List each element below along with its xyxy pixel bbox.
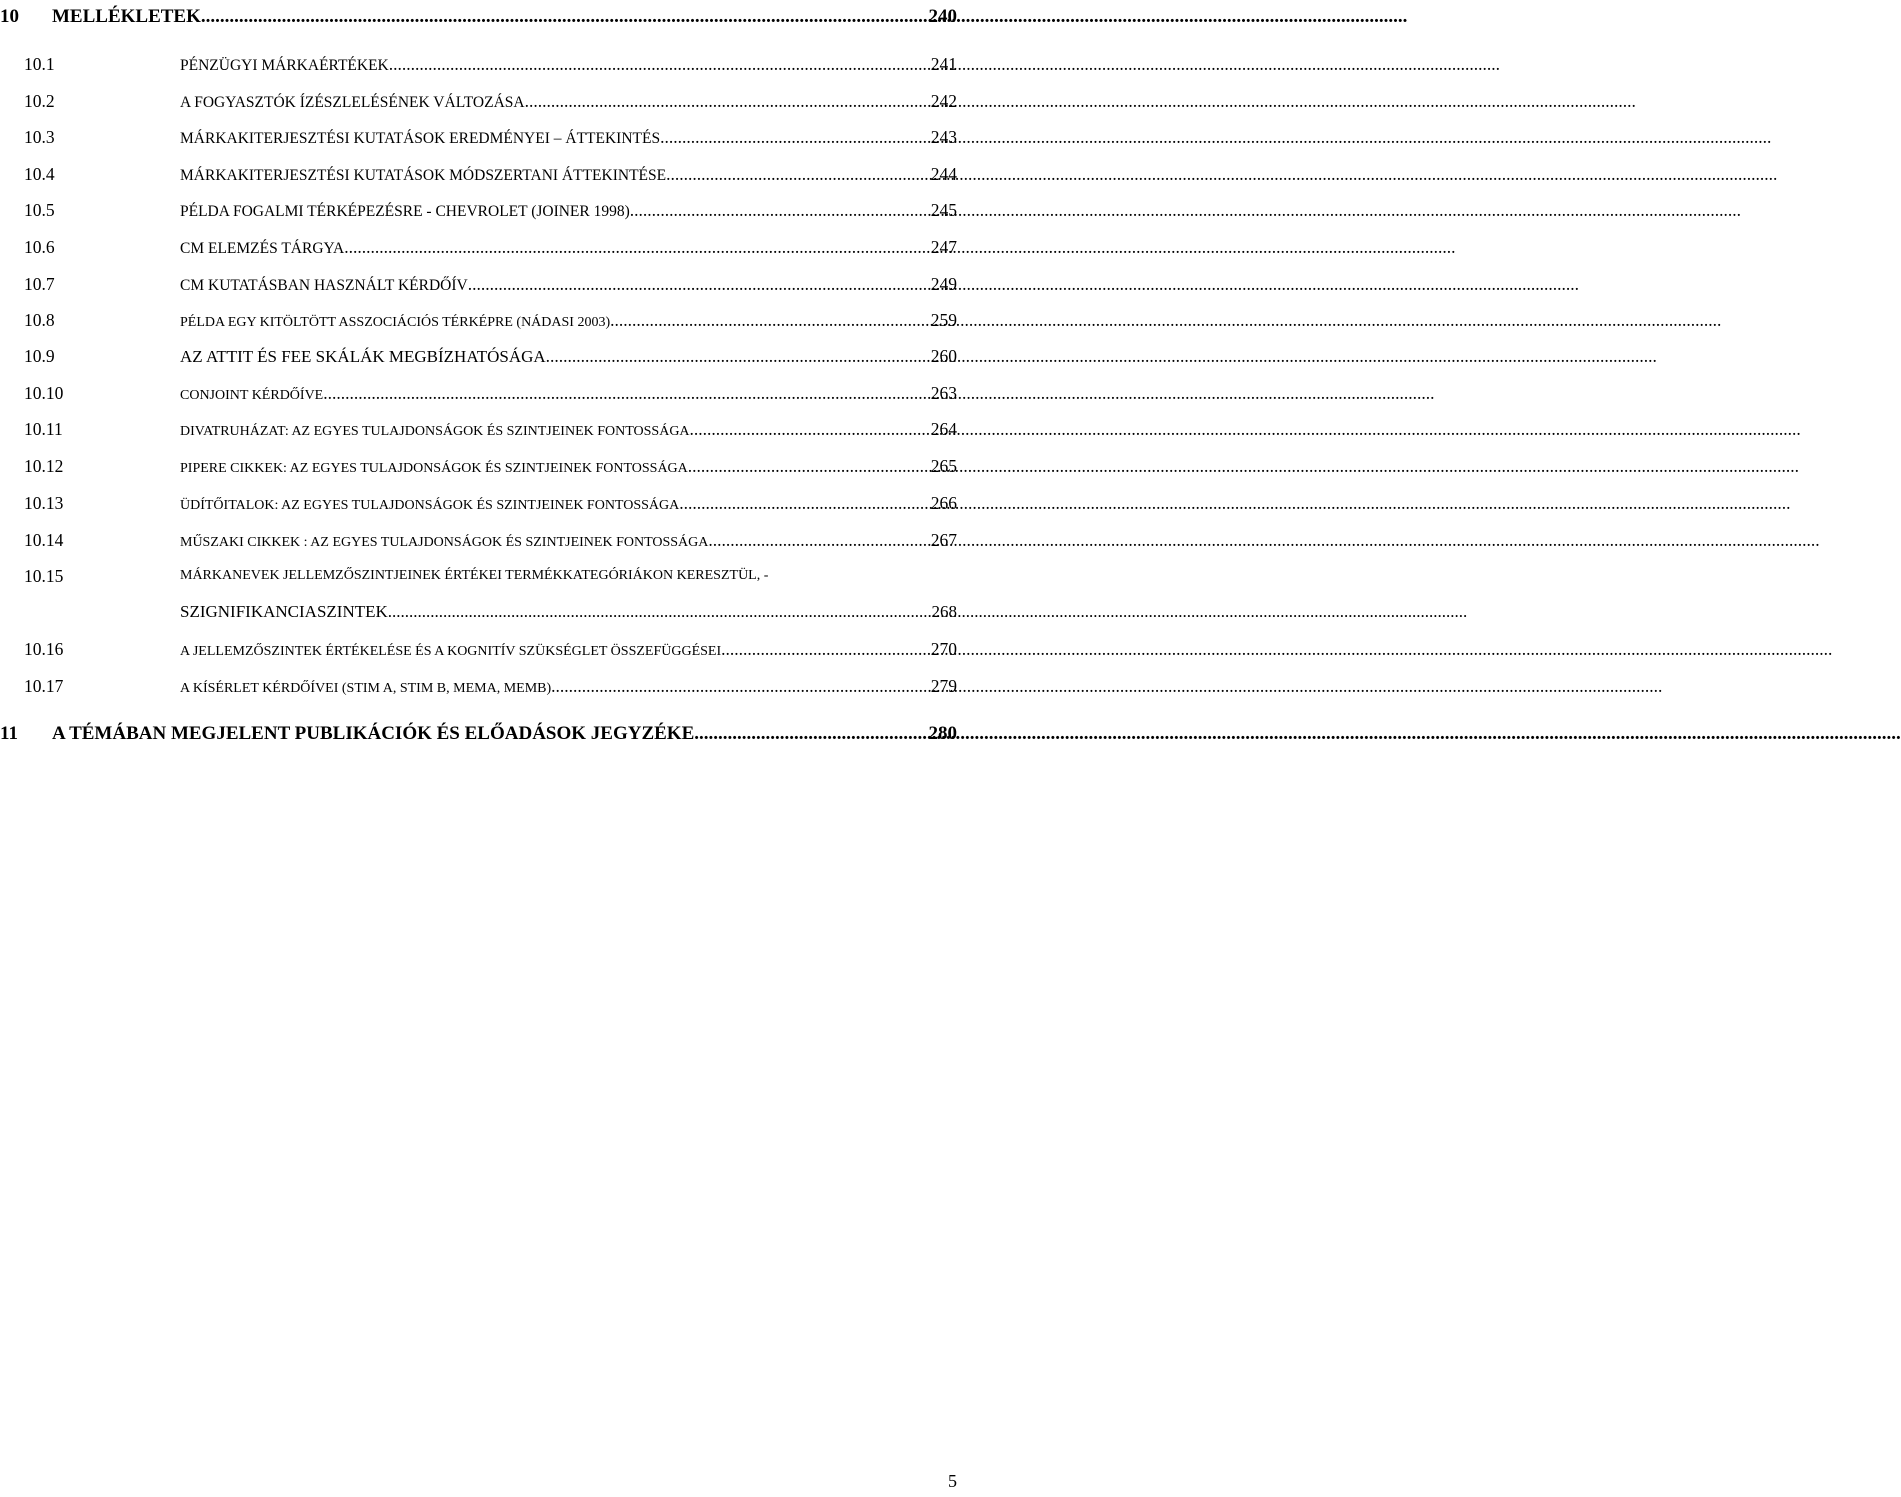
- toc-number: 10: [0, 6, 19, 27]
- toc-title: PÉLDA FOGALMI TÉRKÉPEZÉSRE - CHEVROLET (JOINER 1998): [180, 203, 630, 220]
- toc-title: MELLÉKLETEK: [52, 6, 201, 27]
- toc-entry-10-11[interactable]: [0, 414, 960, 444]
- toc-entry-10-10[interactable]: [0, 378, 960, 408]
- toc-title: CM KUTATÁSBAN HASZNÁLT KÉRDŐÍV: [180, 277, 468, 294]
- toc-number: 10.17: [24, 676, 64, 696]
- toc-entry-10-15[interactable]: [0, 561, 960, 591]
- toc-entry-10-3[interactable]: [0, 122, 960, 152]
- toc-page: 279: [930, 676, 957, 696]
- toc-number: 10.8: [24, 310, 55, 330]
- dot-leader: [694, 719, 926, 749]
- toc-entry-10-9[interactable]: [0, 341, 960, 371]
- toc-number: 10.6: [24, 237, 55, 257]
- toc-number: 10.11: [24, 419, 63, 439]
- toc-entry-10-12[interactable]: [0, 451, 960, 481]
- toc-page: 260: [930, 346, 957, 366]
- toc-entry-10-17[interactable]: [0, 671, 960, 701]
- dot-leader: [323, 378, 929, 408]
- toc-number: 10.1: [24, 54, 55, 74]
- dot-leader: [666, 159, 929, 189]
- dot-leader: [344, 232, 929, 262]
- toc-entry-10-7[interactable]: [0, 269, 960, 299]
- toc-title: DIVATRUHÁZAT: AZ EGYES TULAJDONSÁGOK ÉS SZINTJEINEK FONTOSSÁGA: [180, 424, 690, 439]
- toc-entry-10-15-continued[interactable]: [0, 597, 960, 627]
- toc-chapter-10[interactable]: [0, 2, 960, 32]
- dot-leader: [388, 597, 930, 627]
- toc-page: 249: [930, 274, 957, 294]
- toc-page: 270: [930, 639, 957, 659]
- toc-page: 242: [930, 91, 957, 111]
- dot-leader: [551, 671, 929, 701]
- toc-title: CM ELEMZÉS TÁRGYA: [180, 240, 345, 257]
- toc-page: 267: [930, 530, 957, 550]
- toc-chapter-11[interactable]: [0, 719, 960, 749]
- toc-number: 10.3: [24, 127, 55, 147]
- toc-title: ÜDÍTŐITALOK: AZ EGYES TULAJDONSÁGOK ÉS SZINTJEINEK FONTOSSÁGA: [180, 498, 680, 513]
- toc-title: PÉNZÜGYI MÁRKAÉRTÉKEK: [180, 57, 389, 74]
- toc-title: MÁRKANEVEK JELLEMZŐSZINTJEINEK ÉRTÉKEI TERMÉKKATEGÓRIÁKON KERESZTÜL, -: [180, 568, 769, 583]
- dot-leader: [688, 451, 929, 481]
- toc-title: A FOGYASZTÓK ÍZÉSZLELÉSÉNEK VÁLTOZÁSA: [180, 94, 525, 111]
- toc-title: A JELLEMZŐSZINTEK ÉRTÉKELÉSE ÉS A KOGNITÍV SZÜKSÉGLET ÖSSZEFÜGGÉSEI: [180, 644, 722, 659]
- toc-page: 265: [930, 456, 957, 476]
- toc-title: PÉLDA EGY KITÖLTÖTT ASSZOCIÁCIÓS TÉRKÉPRE (NÁDASI 2003): [180, 315, 611, 330]
- toc-number: 11: [0, 723, 18, 744]
- toc-number: 10.15: [24, 566, 64, 586]
- toc-title: A KÍSÉRLET KÉRDŐÍVEI (STIM A, STIM B, MEMA, MEMB): [180, 681, 552, 696]
- toc-number: 10.14: [24, 530, 64, 550]
- dot-leader: [610, 305, 929, 335]
- toc-title: MÁRKAKITERJESZTÉSI KUTATÁSOK MÓDSZERTANI ÁTTEKINTÉSE: [180, 167, 667, 184]
- toc-page: 241: [930, 54, 957, 74]
- toc-page: 259: [930, 310, 957, 330]
- toc-number: 10.13: [24, 493, 64, 513]
- toc-page: 244: [930, 164, 957, 184]
- toc-page: 264: [930, 419, 957, 439]
- dot-leader: [525, 86, 929, 116]
- toc-entry-10-8[interactable]: [0, 305, 960, 335]
- page-number: 5: [948, 1471, 957, 1491]
- toc-title: CONJOINT KÉRDŐÍVE: [180, 388, 324, 403]
- toc-number: 10.10: [24, 383, 64, 403]
- dot-leader: [721, 634, 929, 664]
- toc-entry-10-1[interactable]: [0, 49, 960, 79]
- toc-page: 280: [928, 723, 957, 744]
- toc-page: 240: [928, 6, 957, 27]
- toc-page: 263: [930, 383, 957, 403]
- dot-leader: [389, 49, 929, 79]
- dot-leader: [468, 269, 929, 299]
- toc-number: 10.4: [24, 164, 55, 184]
- toc-entry-10-4[interactable]: [0, 159, 960, 189]
- toc-title: MÁRKAKITERJESZTÉSI KUTATÁSOK EREDMÉNYEI – ÁTTEKINTÉS: [180, 130, 661, 147]
- toc-title: A TÉMÁBAN MEGJELENT PUBLIKÁCIÓK ÉS ELŐADÁSOK JEGYZÉKE: [52, 723, 695, 744]
- dot-leader: [679, 488, 929, 518]
- dot-leader: [708, 525, 928, 555]
- toc-entry-10-5[interactable]: [0, 195, 960, 225]
- toc-entry-10-2[interactable]: [0, 86, 960, 116]
- toc-page: 243: [930, 127, 957, 147]
- toc-page: 268: [931, 602, 957, 621]
- toc-number: 10.7: [24, 274, 55, 294]
- dot-leader: [690, 414, 929, 444]
- toc-number: 10.9: [24, 346, 55, 366]
- dot-leader: [546, 341, 929, 371]
- toc-entry-10-6[interactable]: [0, 232, 960, 262]
- toc-title: MŰSZAKI CIKKEK : AZ EGYES TULAJDONSÁGOK ÉS SZINTJEINEK FONTOSSÁGA: [180, 535, 709, 550]
- toc-number: 10.12: [24, 456, 64, 476]
- toc-number: 10.2: [24, 91, 55, 111]
- toc-title: PIPERE CIKKEK: AZ EGYES TULAJDONSÁGOK ÉS SZINTJEINEK FONTOSSÁGA: [180, 461, 688, 476]
- toc-entry-10-14[interactable]: [0, 525, 960, 555]
- dot-leader: [630, 195, 929, 225]
- toc-entry-10-16[interactable]: [0, 634, 960, 664]
- toc-number: 10.5: [24, 200, 55, 220]
- toc-title: SZIGNIFIKANCIASZINTEK: [180, 602, 388, 621]
- dot-leader: [660, 122, 929, 152]
- toc-title: AZ ATTIT ÉS FEE SKÁLÁK MEGBÍZHATÓSÁGA: [180, 347, 546, 366]
- toc-entry-10-13[interactable]: [0, 488, 960, 518]
- toc-number: 10.16: [24, 639, 64, 659]
- toc-page: 247: [930, 237, 957, 257]
- dot-leader: [201, 2, 927, 32]
- toc-page: 245: [930, 200, 957, 220]
- toc-page: 266: [930, 493, 957, 513]
